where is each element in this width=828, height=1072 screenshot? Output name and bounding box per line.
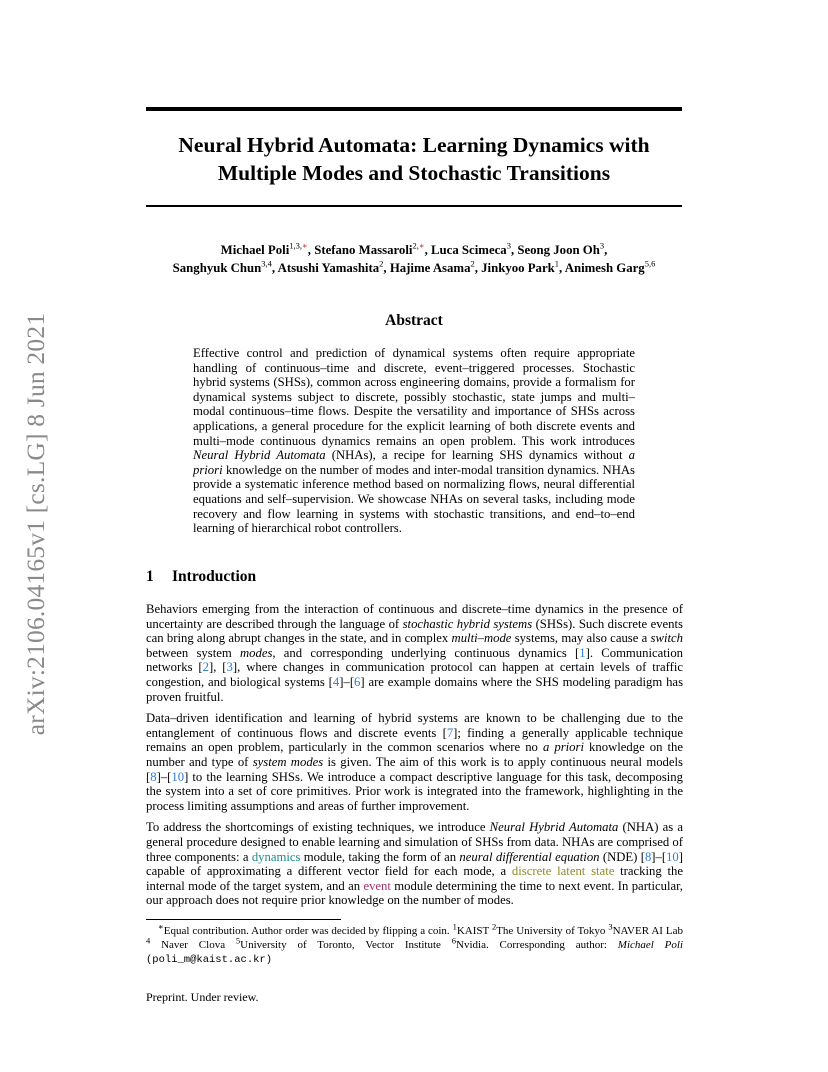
citation-link[interactable]: 2 bbox=[202, 660, 209, 675]
author-name: Seong Joon Oh bbox=[517, 243, 600, 257]
section-title: Introduction bbox=[172, 568, 257, 585]
author-name: Jinkyoo Park bbox=[481, 261, 555, 275]
event-term: event bbox=[363, 878, 391, 893]
corresponding-author: Michael Poli bbox=[617, 939, 683, 951]
footnote: ∗Equal contribution. Author order was decided by flipping a coin. $^1$KAIST $^2$The University of Tokyo $^3$NAVER AI Lab $^4$ Naver Clova $^5$University of Toronto, Vector Institute $^6$Nvidia. Corresponding author: Michael Poli (poli_m@kaist.ac.kr) bbox=[146, 921, 683, 966]
author-line-1: Michael Poli$^{1,3,∗}$, Stefano Massaroli$^{2,∗}$, Luca Scimeca$^3$, Seong Joon Oh$^3$, bbox=[220, 240, 608, 257]
author-name: Luca Scimeca bbox=[431, 243, 507, 257]
author-name: Sanghyuk Chun bbox=[172, 261, 262, 275]
author-name: Michael Poli bbox=[220, 243, 290, 257]
author-name: Hajime Asama bbox=[389, 261, 471, 275]
title-line-1: Neural Hybrid Automata: Learning Dynamics with bbox=[178, 133, 650, 157]
preprint-notice: Preprint. Under review. bbox=[146, 990, 259, 1004]
citation-link[interactable]: 8 bbox=[150, 769, 157, 784]
section-heading-introduction bbox=[146, 568, 256, 586]
author-name: Animesh Garg bbox=[564, 261, 645, 275]
citation-link[interactable]: 10 bbox=[171, 769, 185, 784]
citation-link[interactable]: 3 bbox=[226, 660, 233, 675]
citation-link[interactable]: 10 bbox=[666, 849, 679, 864]
section-number: 1 bbox=[146, 568, 154, 585]
dynamics-term: dynamics bbox=[251, 849, 301, 864]
author-line-2: Sanghyuk Chun$^{3,4}$, Atsushi Yamashita$^2$, Hajime Asama$^2$, Jinkyoo Park$^1$, Animesh Garg$^{5,6}$ bbox=[172, 258, 656, 275]
equal-contribution-mark: ∗ bbox=[302, 240, 308, 251]
title-rule-bottom bbox=[146, 205, 682, 207]
citation-link[interactable]: 8 bbox=[644, 849, 652, 864]
paper-title bbox=[146, 131, 682, 187]
latent-state-term: discrete latent state bbox=[511, 864, 615, 879]
citation-link[interactable]: 6 bbox=[354, 674, 361, 689]
equal-contribution-mark: ∗ bbox=[418, 240, 425, 251]
author-name: Atsushi Yamashita bbox=[277, 261, 380, 275]
citation-link[interactable]: 4 bbox=[332, 674, 340, 689]
citation-link[interactable]: 1 bbox=[579, 645, 586, 660]
title-rule-top bbox=[146, 107, 682, 111]
footnote-rule bbox=[146, 919, 341, 920]
citation-link[interactable]: 7 bbox=[446, 725, 454, 740]
author-name: Stefano Massaroli bbox=[314, 243, 413, 257]
paragraph: To address the shortcomings of existing techniques, we introduce Neural Hybrid Automata (NHA) as a general procedure designed to enable learning and simulation of SHSs from data. NHAs are comprised of three components: a dynamics module, taking the form of an neural differential equation (NDE) [8]–[10] capable of approximating a different vector field for each mode, a discrete latent state tracking the internal mode of the target system, and an event module determining the time to next event. In particular, our approach does not require prior knowledge on the number of modes. bbox=[146, 820, 684, 908]
introduction-body bbox=[146, 602, 683, 915]
abstract-body: Effective control and prediction of dynamical systems often require appropriate handling of continuous–time and discrete, event–triggered processes. Stochastic hybrid systems (SHSs), common across engineering domains, provide a formalism for dynamical systems subject to discrete, possibly stochastic, state jumps and multi–modal continuous–time flows. Despite the versatility and importance of SHSs across applications, a general procedure for the explicit learning of both discrete events and multi–mode continuous dynamics remains an open problem. This work introduces Neural Hybrid Automata (NHAs), a recipe for learning SHS dynamics without a priori knowledge on the number of modes and inter-modal transition dynamics. NHAs provide a systematic inference method based on normalizing flows, neural differential equations and self–supervision. We showcase NHAs on several tasks, including mode recovery and flow learning in systems with stochastic transitions, and end–to–end learning of hierarchical robot controllers. bbox=[193, 346, 636, 536]
arxiv-identifier: arXiv:2106.04165v1 [cs.LG] 8 Jun 2021 bbox=[21, 312, 50, 736]
title-line-2: Multiple Modes and Stochastic Transitions bbox=[217, 161, 611, 185]
abstract-heading: Abstract bbox=[385, 312, 443, 329]
paragraph: Data–driven identification and learning of hybrid systems are known to be challenging due to the entanglement of continuous flows and discrete events [7]; finding a generally applicable technique remains an open problem, particularly in the common scenarios where no a priori knowledge on the number and type of system modes is given. The aim of this work is to apply continuous neural models [8]–[10] to the learning SHSs. We introduce a compact descriptive language for this task, decomposing the system into a set of core primitives. Prior work is integrated into the framework, highlighting in the process limiting assumptions and areas of further improvement. bbox=[146, 711, 683, 813]
author-email: (poli_m@kaist.ac.kr) bbox=[146, 954, 273, 966]
paragraph: Behaviors emerging from the interaction of continuous and discrete–time dynamics in the presence of uncertainty are described through the language of stochastic hybrid systems (SHSs). Such discrete events can bring along abrupt changes in the state, and in complex multi–mode systems, may also cause a switch between system modes, and corresponding underlying continuous dynamics [1]. Communication networks [2], [3], where changes in communication protocol can happen at certain levels of traffic congestion, and biological systems [4]–[6] are example domains where the SHS modeling paradigm has proven fruitful. bbox=[146, 602, 684, 704]
author-list bbox=[120, 241, 708, 277]
